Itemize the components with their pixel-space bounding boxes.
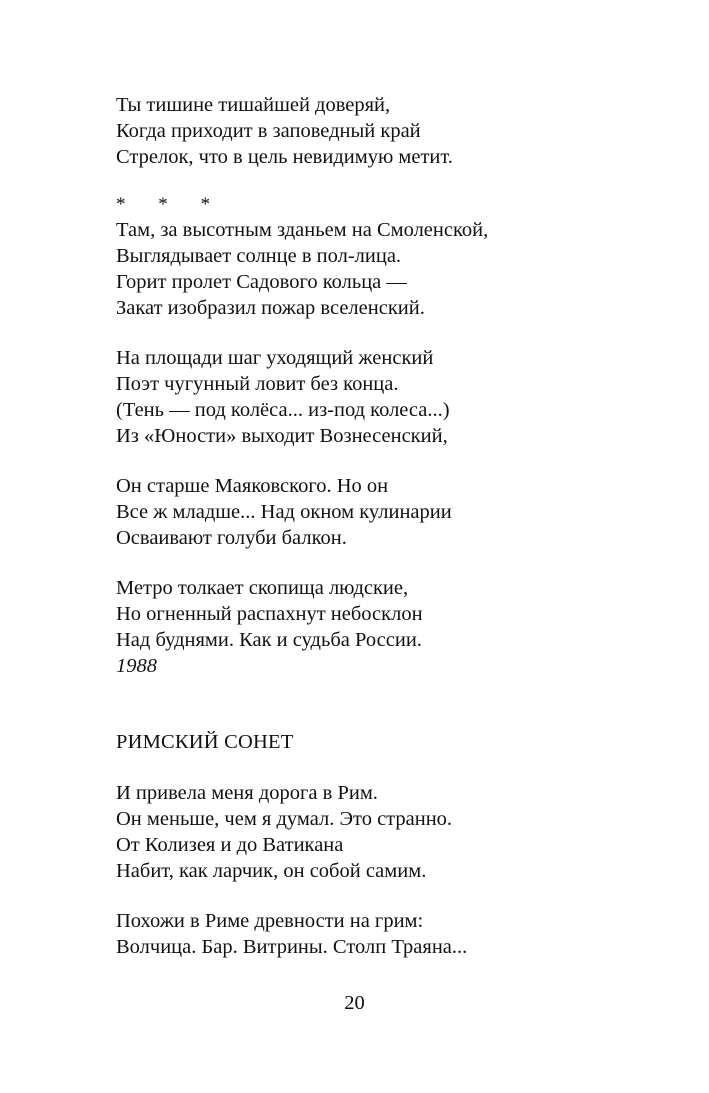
poem-line: Там, за высотным зданьем на Смоленской, [116,219,489,241]
poem-year: 1988 [116,655,157,677]
poem-line: Метро толкает скопища людские, [116,577,409,599]
poem-line: Набит, как ларчик, он собой самим. [116,860,427,882]
poem-line: На площади шаг уходящий женский [116,347,434,369]
poem-separator: * * * [116,194,224,215]
poem-line: Из «Юности» выходит Вознесенский, [116,425,448,447]
poem-stanza [116,780,636,884]
poem-line: Он старше Маяковского. Но он [116,475,389,497]
poem-line: Горит пролет Садового кольца — [116,271,407,293]
poem-line: Ты тишине тишайшей доверяй, [116,94,391,116]
poem-line: Он меньше, чем я думал. Это странно. [116,808,453,830]
page-text [116,92,636,960]
poem-line: Волчица. Бар. Витрины. Столп Траяна... [116,936,468,958]
poem-stanza [116,345,636,449]
poem-line: Закат изобразил пожар вселенский. [116,297,425,319]
poem-line: Стрелок, что в цель невидимую метит. [116,146,453,168]
poem-stanza [116,575,636,679]
poem-line: Осваивают голуби балкон. [116,527,347,549]
poem-line: От Колизея и до Ватикана [116,834,344,856]
poem-stanza [116,217,636,321]
poem-stanza [116,473,636,551]
poem-line: Над буднями. Как и судьба России. [116,629,422,651]
poem-line: Выглядывает солнце в пол-лица. [116,245,402,267]
page-number: 20 [344,992,365,1014]
poem-line: Но огненный распахнут небосклон [116,603,423,625]
poem-stanza [116,908,636,960]
poem-line: (Тень — под колёса... из-под колеса...) [116,399,450,421]
poem-line: Когда приходит в заповедный край [116,120,421,142]
poem-line: Похожи в Риме древности на грим: [116,910,424,932]
poem-title: РИМСКИЙ СОНЕТ [116,731,294,753]
poem-line: Все ж младше... Над окном кулинарии [116,501,452,523]
poem-line: Поэт чугунный ловит без конца. [116,373,399,395]
poem-line: И привела меня дорога в Рим. [116,782,378,804]
poem-ending-stanza [116,92,636,170]
